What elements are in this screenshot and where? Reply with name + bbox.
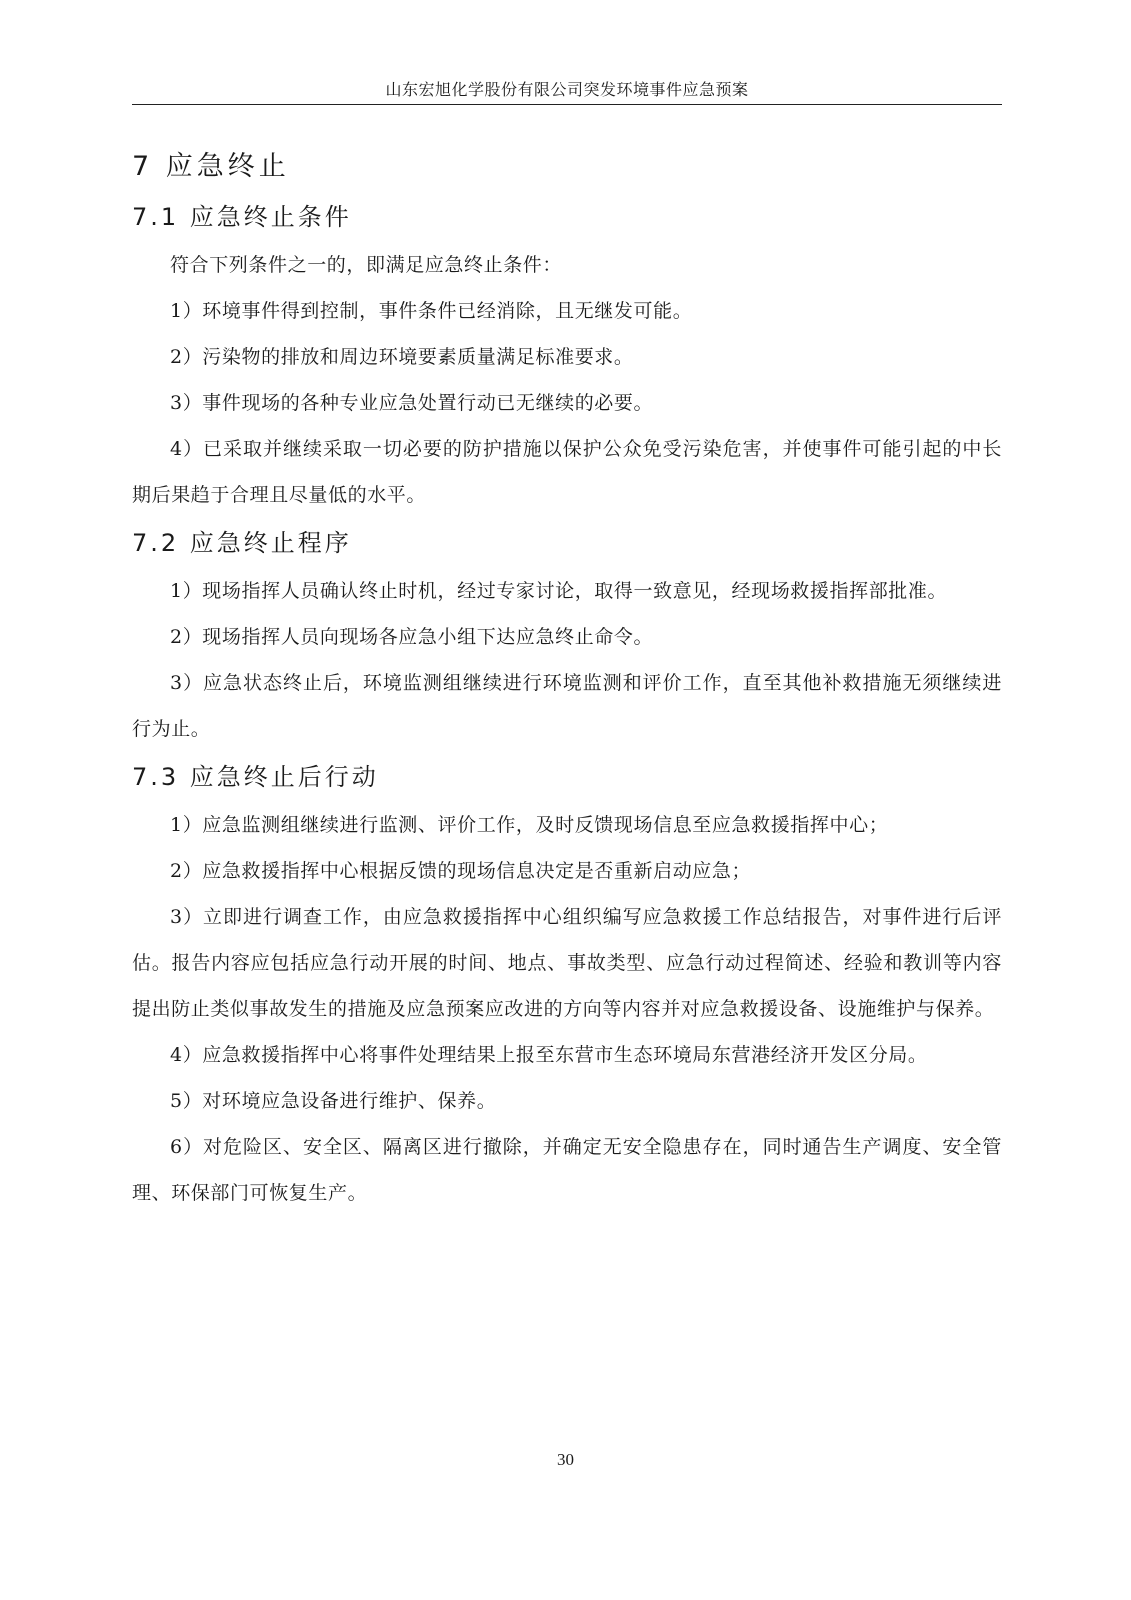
paragraph: 5）对环境应急设备进行维护、保养。 (170, 1090, 497, 1112)
page-header: 山东宏旭化学股份有限公司突发环境事件应急预案 (132, 76, 1002, 105)
paragraph: 符合下列条件之一的，即满足应急终止条件： (170, 254, 563, 276)
section-heading-7-2: 7.2 应急终止程序 (132, 529, 352, 557)
paragraph: 3）立即进行调查工作，由应急救援指挥中心组织编写应急救援工作总结报告，对事件进行后评估。报告内容应包括应急行动开展的时间、地点、事故类型、应急行动过程简述、经验和教训等内容 提出防止类似事故发生的措施及应急预案应改进的方向等内容并对应急救援设备、设施维护与保养。 (132, 906, 1022, 1020)
paragraph: 3）应急状态终止后，环境监测组继续进行环境监测和评价工作，直至其他补救措施无须继续进行为止。 (132, 672, 1002, 740)
paragraph: 4）应急救援指挥中心将事件处理结果上报至东营市生态环境局东营港经济开发区分局。 (170, 1044, 928, 1066)
section-heading-7: 7 应急终止 (132, 151, 290, 182)
paragraph: 2）现场指挥人员向现场各应急小组下达应急终止命令。 (170, 626, 654, 648)
section-heading-7-3: 7.3 应急终止后行动 (132, 763, 379, 791)
page-number: 30 (557, 1450, 574, 1469)
paragraph: 3）事件现场的各种专业应急处置行动已无继续的必要。 (170, 392, 654, 414)
paragraph: 2）应急救援指挥中心根据反馈的现场信息决定是否重新启动应急； (170, 860, 752, 882)
paragraph: 2）污染物的排放和周边环境要素质量满足标准要求。 (170, 346, 634, 368)
paragraph: 1）环境事件得到控制，事件条件已经消除，且无继发可能。 (170, 300, 693, 322)
paragraph: 6）对危险区、安全区、隔离区进行撤除，并确定无安全隐患存在，同时通告生产调度、安全管理、环保部门可恢复生产。 (132, 1136, 1002, 1204)
paragraph: 1）应急监测组继续进行监测、评价工作，及时反馈现场信息至应急救援指挥中心； (170, 814, 889, 836)
paragraph: 4）已采取并继续采取一切必要的防护措施以保护公众免受污染危害，并使事件可能引起的中长期后果趋于合理且尽量低的水平。 (132, 438, 1002, 506)
section-heading-7-1: 7.1 应急终止条件 (132, 203, 352, 231)
paragraph: 1）现场指挥人员确认终止时机，经过专家讨论，取得一致意见，经现场救援指挥部批准。 (170, 580, 948, 602)
document-body (132, 142, 1022, 1216)
